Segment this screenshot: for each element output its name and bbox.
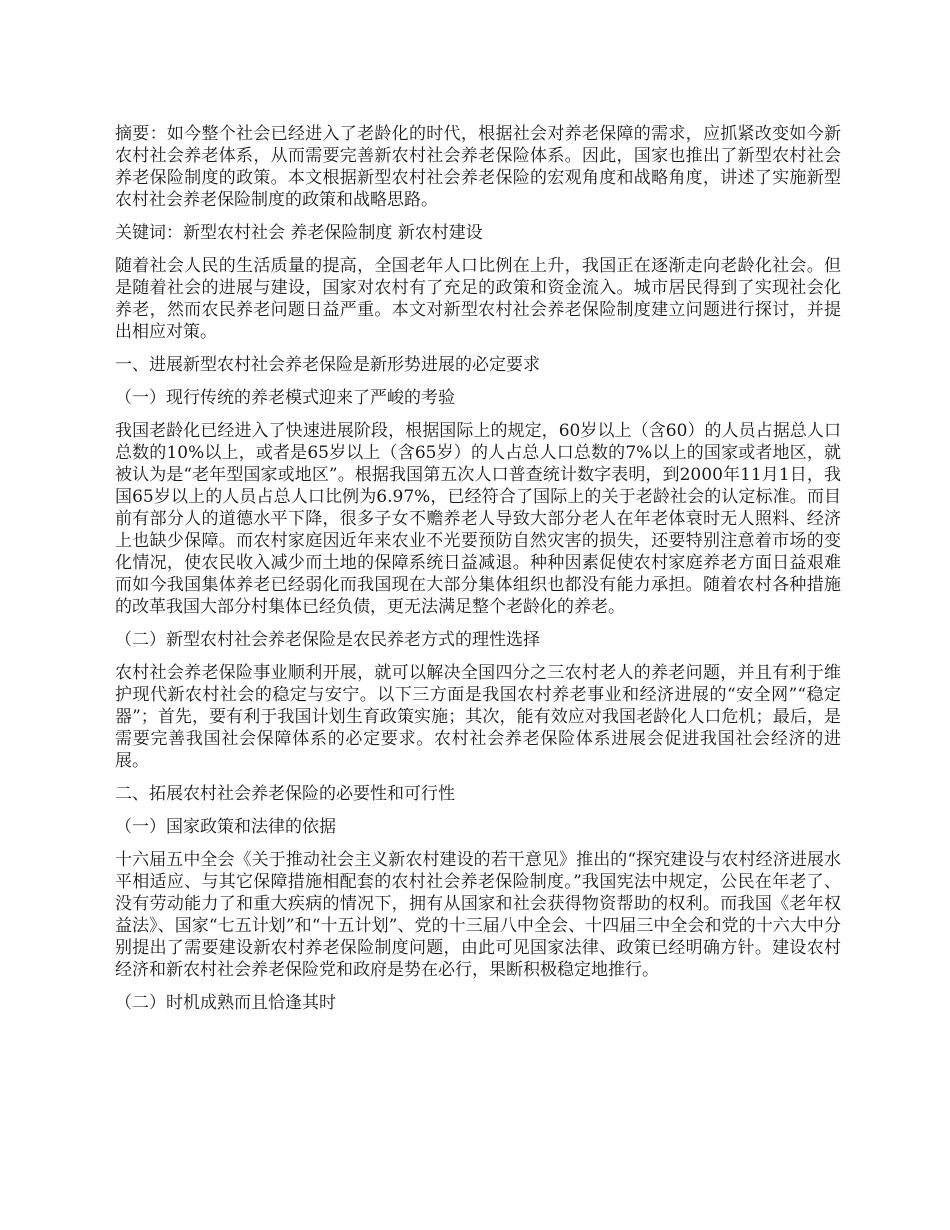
section-2-2-heading: （二）时机成熟而且恰逢其时 (115, 993, 336, 1013)
section-1-1-body: 我国老龄化已经进入了快速进展阶段，根据国际上的规定，60岁以上（含60）的人员占据总人口总数的10%以上，或者是65岁以上（含65岁）的人占总人口总数的7%以上的国家或者地区，就被认为是“老年型国家或地区”。根据我国第五次人口普查统计数字表明，到2000年11月1日，我国65岁以上的人员占总人口比例为6.97%，已经符合了国际上的关于老龄社会的认定标准。而目前有部分人的道德水平下降，很多子女不赡养老人导致大部分老人在年老体衰时无人照料、经济上也缺少保障。而农村家庭因近年来农业不光要预防自然灾害的损失，还要特别注意着市场的变化情况，使农民收入减少而土地的保障系统日益减退。种种因素促使农村家庭养老方面日益艰难而如今我国集体养老已经弱化而我国现在大部分集体组织也都没有能力承担。随着农村各种措施的改革我国大部分村集体已经负债，更无法满足整个老龄化的养老。 (115, 421, 841, 617)
section-1-heading: 一、进展新型农村社会养老保险是新形势进展的必定要求 (115, 355, 540, 375)
abstract-paragraph: 摘要：如今整个社会已经进入了老龄化的时代，根据社会对养老保障的需求，应抓紧改变如今新农村社会养老体系，从而需要完善新农村社会养老保险体系。因此，国家也推出了新型农村社会养老保险制度的政策。本文根据新型农村社会养老保险的宏观角度和战略角度，讲述了实施新型农村社会养老保险制度的政策和战略思路。 (115, 124, 841, 210)
intro-paragraph: 随着社会人民的生活质量的提高，全国老年人口比例在上升，我国正在逐渐走向老龄化社会。但是随着社会的进展与建设，国家对农村有了充足的政策和资金流入。城市居民得到了实现社会化养老，然而农民养老问题日益严重。本文对新型农村社会养老保险制度建立问题进行探讨，并提出相应对策。 (115, 256, 841, 342)
section-2-1-heading: （一）国家政策和法律的依据 (115, 817, 336, 837)
section-1-1-heading: （一）现行传统的养老模式迎来了严峻的考验 (115, 388, 455, 408)
keywords-line: 关键词：新型农村社会 养老保险制度 新农村建设 (115, 223, 483, 243)
section-1-2-heading: （二）新型农村社会养老保险是农民养老方式的理性选择 (115, 630, 540, 650)
document-page (115, 123, 841, 1025)
section-2-heading: 二、拓展农村社会养老保险的必要性和可行性 (115, 784, 455, 804)
section-1-2-body: 农村社会养老保险事业顺利开展，就可以解决全国四分之三农村老人的养老问题，并且有利于维护现代新农村社会的稳定与安宁。以下三方面是我国农村养老事业和经济进展的“安全网”“稳定器”；首先，要有利于我国计划生育政策实施；其次，能有效应对我国老龄化人口危机；最后，是需要完善我国社会保障体系的必定要求。农村社会养老保险体系进展会促进我国社会经济的进展。 (115, 663, 841, 771)
section-2-1-body: 十六届五中全会《关于推动社会主义新农村建设的若干意见》推出的“探究建设与农村经济进展水平相适应、与其它保障措施相配套的农村社会养老保险制度。”我国宪法中规定，公民在年老了、没有劳动能力了和重大疾病的情况下，拥有从国家和社会获得物资帮助的权利。而我国《老年权益法》、国家“七五计划”和“十五计划”、党的十三届八中全会、十四届三中全会和党的十六大中分别提出了需要建设新农村养老保险制度问题，由此可见国家法律、政策已经明确方针。建设农村经济和新农村社会养老保险党和政府是势在必行，果断积极稳定地推行。 (115, 850, 841, 980)
